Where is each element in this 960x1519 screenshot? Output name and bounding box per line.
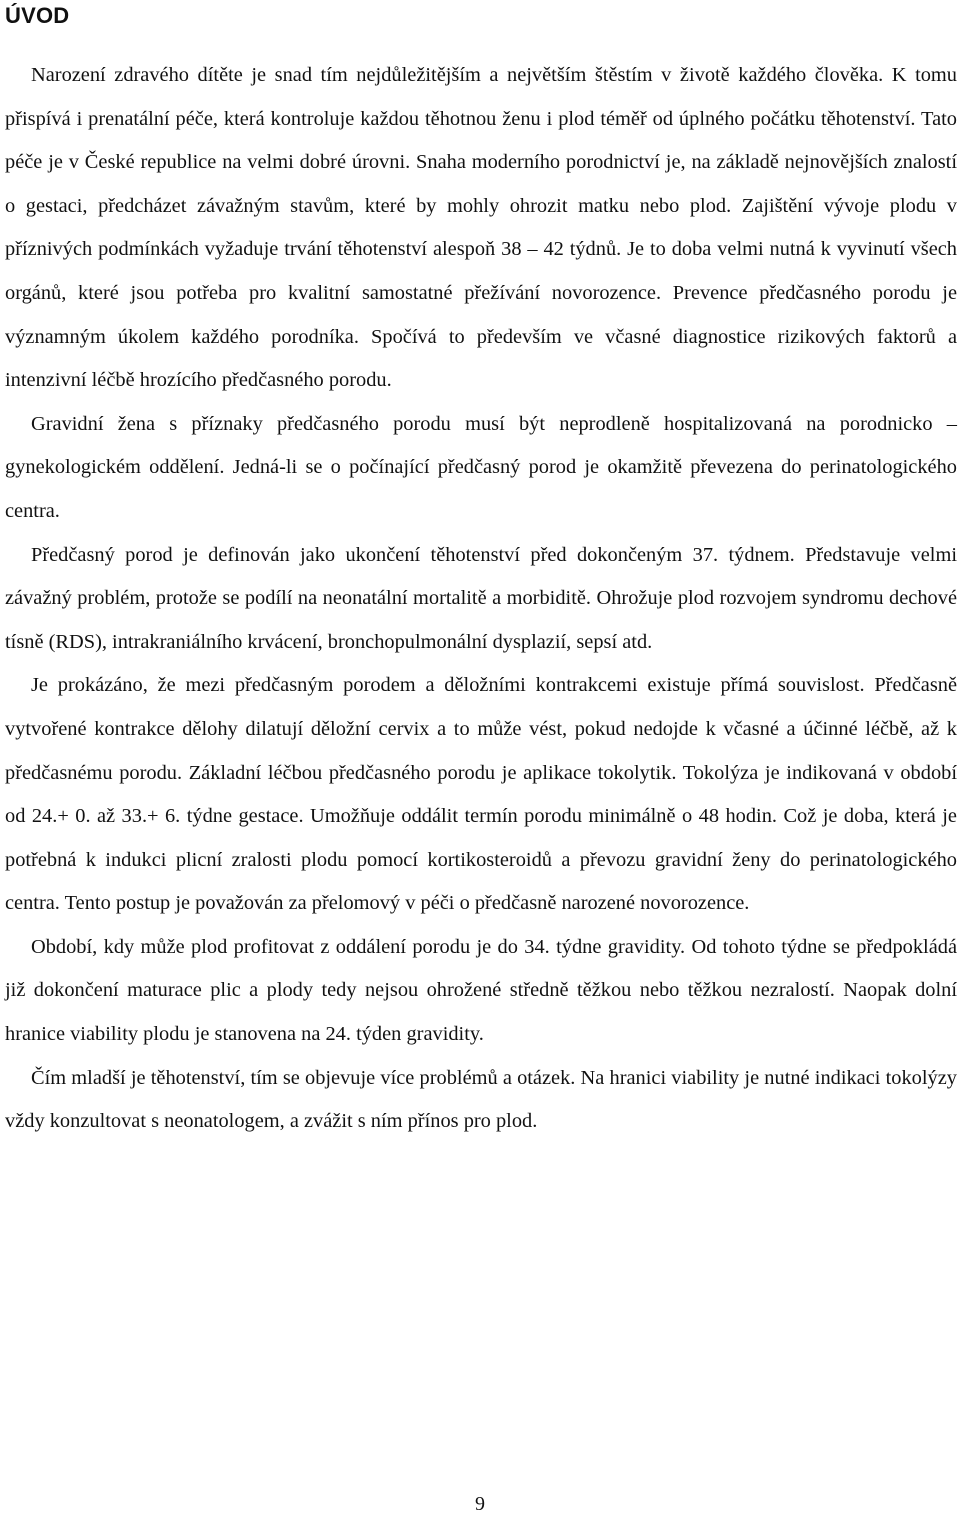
page-number: 9 [475,1493,485,1515]
section-heading: ÚVOD [5,3,70,28]
paragraph-4: Je prokázáno, že mezi předčasným porodem a děložními kontrakcemi existuje přímá souvislost. Předčasně vytvořené kontrakce dělohy dilatují děložní cervix a to může vést, pokud nedojde k včasné a účinné léčbě, až k předčasnému porodu. Základní léčbou předčasného porodu je aplikace tokolytik. Tokolýza je indikovaná v období od 24.+ 0. až 33.+ 6. týdne gestace. Umožňuje oddálit termín porodu minimálně o 48 hodin. Což je doba, která je potřebná k indukci plicní zralosti plodu pomocí kortikosteroidů a převozu gravidní ženy do perinatologického centra. Tento postup je považován za přelomový v péči o předčasně narozené novorozence. [5,674,957,915]
paragraph-1: Narození zdravého dítěte je snad tím nejdůležitějším a největším štěstím v životě každého člověka. K tomu přispívá i prenatální péče, která kontroluje každou těhotnou ženu i plod téměř od úplného počátku těhotenství. Tato péče je v České republice na velmi dobré úrovni. Snaha moderního porodnictví je, na základě nejnovějších znalostí o gestaci, předcházet závažným stavům, které by mohly ohrozit matku nebo plod. Zajištění vývoje plodu v příznivých podmínkách vyžaduje trvání těhotenství alespoň 38 – 42 týdnů. Je to doba velmi nutná k vyvinutí všech orgánů, které jsou potřeba pro kvalitní samostatné přežívání novorozence. Prevence předčasného porodu je významným úkolem každého porodníka. Spočívá to především ve včasné diagnostice rizikových faktorů a intenzivní léčbě hrozícího předčasného porodu. [5,64,957,392]
paragraph-5: Období, kdy může plod profitovat z oddálení porodu je do 34. týdne gravidity. Od tohoto týdne se předpokládá již dokončení maturace plic a plody tedy nejsou ohrožené středně těžkou nebo těžkou nezralostí. Naopak dolní hranice viability plodu je stanovena na 24. týden gravidity. [5,935,957,1046]
document-page [5,0,957,1144]
paragraph-2: Gravidní žena s příznaky předčasného porodu musí být neprodleně hospitalizovaná na porodnicko – gynekologickém oddělení. Jedná-li se o počínající předčasný porod je okamžitě převezena do perinatologického centra. [5,412,957,522]
paragraph-6: Čím mladší je těhotenství, tím se objevuje více problémů a otázek. Na hranici viability je nutné indikaci tokolýzy vždy konzultovat s neonatologem, a zvážit s ním přínos pro plod. [5,1066,957,1133]
paragraph-3: Předčasný porod je definován jako ukončení těhotenství před dokončeným 37. týdnem. Představuje velmi závažný problém, protože se podílí na neonatální mortalitě a morbiditě. Ohrožuje plod rozvojem syndromu dechové tísně (RDS), intrakraniálního krvácení, bronchopulmonální dysplazií, sepsí atd. [5,543,957,653]
body-text [5,54,957,1144]
